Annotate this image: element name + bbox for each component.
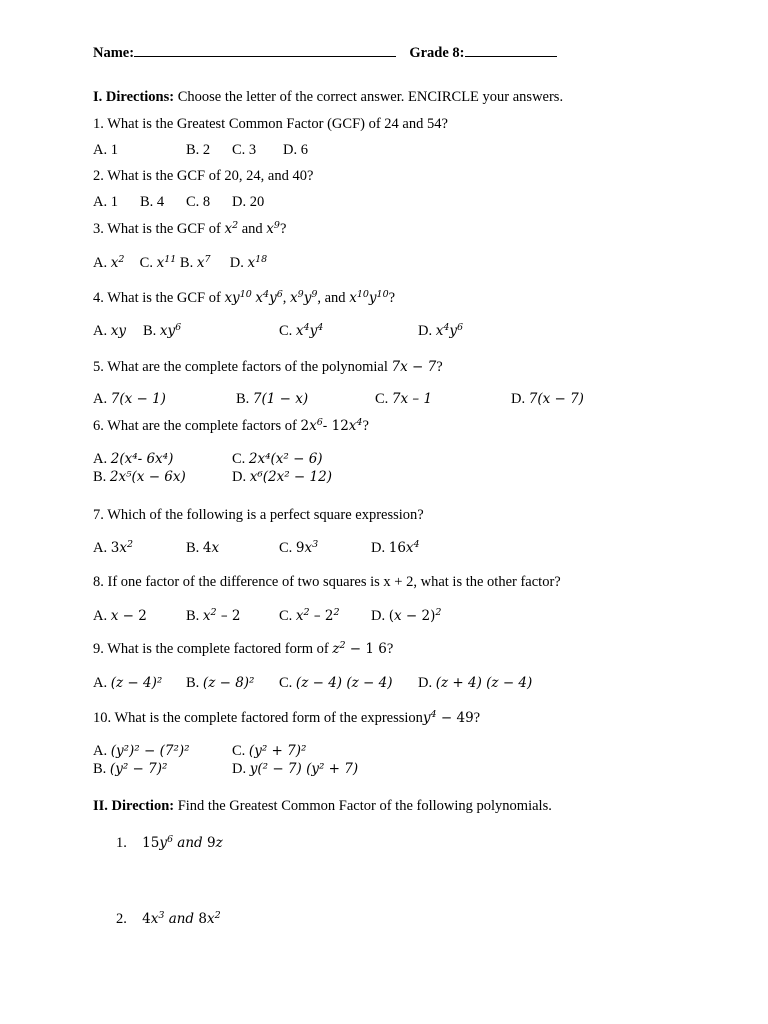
q5-stem-end: ? xyxy=(436,359,443,375)
q9-choice-d[interactable]: D. (z + 4) (z − 4) xyxy=(418,675,533,691)
q5-stem xyxy=(93,359,443,376)
part2-text: Find the Greatest Common Factor of the following polynomials. xyxy=(177,798,552,814)
q8-stem: 8. If one factor of the difference of two squares is x + 2, what is the other factor? xyxy=(93,574,561,590)
q3-stem-end: ? xyxy=(279,221,287,237)
q9-choice-c[interactable]: C. (z − 4) (z − 4) xyxy=(279,675,393,691)
q3-stem-text: 3. What is the GCF of xyxy=(93,221,221,237)
q2-stem: 2. What is the GCF of 20, 24, and 40? xyxy=(93,168,314,184)
q4-stem-and: , and xyxy=(317,290,346,306)
q6-stem-end: ? xyxy=(362,418,369,434)
q3-stem-and: and xyxy=(241,221,263,237)
q9-stem-text: 9. What is the complete factored form of xyxy=(93,641,329,657)
q1-stem: 1. What is the Greatest Common Factor (GCF) of 24 and 54? xyxy=(93,116,448,132)
q4-choice-d[interactable]: D. $x^4y^6$ xyxy=(418,322,464,339)
q4-term2: $x^4y^6$ xyxy=(255,289,283,306)
q1-choice-b[interactable]: B. 2 xyxy=(186,142,211,158)
q6-choice-b[interactable]: B. 2x⁵(x − 6x) xyxy=(93,469,186,485)
q9-choice-a[interactable]: A. (z − 4)² xyxy=(93,675,163,691)
q9-stem-end: ? xyxy=(386,641,394,657)
part1-heading: I. Directions: xyxy=(93,89,175,105)
q4-choice-c[interactable]: C. $x^4y^4$ xyxy=(279,322,324,339)
q10-stem-end: ? xyxy=(473,710,481,726)
q6-choice-c[interactable]: C. 2x⁴(x² − 6) xyxy=(232,451,323,467)
q10-choice-a[interactable]: A. (y²)² − (7²)² xyxy=(93,743,190,759)
q4-choice-a[interactable]: A. xy xyxy=(93,323,126,339)
q7-choice-d[interactable]: D. $16x^4$ xyxy=(371,539,420,556)
q1-choice-c[interactable]: C. 3 xyxy=(232,142,257,158)
q4-stem-text: 4. What is the GCF of xyxy=(93,290,221,306)
q7-choice-b[interactable]: B. 4x xyxy=(186,540,220,556)
q5-choice-d[interactable]: D. 7(x − 7) xyxy=(511,391,584,407)
part2-directions xyxy=(93,798,552,815)
q9-stem xyxy=(93,641,393,658)
q6-stem-text: 6. What are the complete factors of xyxy=(93,418,297,434)
q2-choice-d[interactable]: D. 20 xyxy=(232,194,265,210)
header-row xyxy=(93,44,557,62)
q3-term1: $x^2$ xyxy=(224,220,239,237)
q6-choice-a[interactable]: A. 2(x⁴- 6x⁴) xyxy=(93,451,174,467)
part2-item-1-number: 1. xyxy=(116,835,127,851)
q10-choice-c[interactable]: C. (y² + 7)² xyxy=(232,743,307,759)
q4-stem: 4. What is the GCF of $xy^{10}$ $x^4y^6$, $x^9y^9$, and $x^{10}y^{10}$? xyxy=(93,289,396,306)
q3-choice-a[interactable]: A. $x^2$ xyxy=(93,254,125,271)
grade-blank[interactable] xyxy=(465,44,557,57)
q8-choice-a[interactable]: A. x − 2 xyxy=(93,608,147,624)
part2-item-1-expr: $15y^6$ and 9z xyxy=(142,834,223,851)
q4-term4: $x^{10}y^{10}$ xyxy=(349,289,389,306)
part1-directions xyxy=(93,89,563,106)
q4-term1: $xy^{10}$ xyxy=(224,289,252,306)
q8-choice-b[interactable]: B. $x^2 - 2$ xyxy=(186,607,241,624)
q4-stem-end: ? xyxy=(388,290,396,306)
q10-stem-text: 10. What is the complete factored form of the expression xyxy=(93,710,423,726)
q6-choice-d[interactable]: D. x⁶(2x² − 12) xyxy=(232,469,332,485)
name-label: Name: xyxy=(93,45,135,61)
q8-choice-d[interactable]: D. $(x - 2)^2$ xyxy=(371,607,442,624)
q3-choice-d[interactable]: D. $x^{18}$ xyxy=(229,254,268,271)
q1-choice-d[interactable]: D. 6 xyxy=(283,142,308,158)
part2-item-1 xyxy=(116,835,223,852)
q2-choice-b[interactable]: B. 4 xyxy=(140,194,165,210)
q5-stem-text: 5. What are the complete factors of the polynomial xyxy=(93,359,388,375)
part2-item-2 xyxy=(116,911,221,928)
q6-stem-expr: $2x^6-$ $12x^4$ xyxy=(300,417,363,434)
q5-choice-a[interactable]: A. 7(x − 1) xyxy=(93,391,166,407)
q10-stem xyxy=(93,710,480,727)
q4-term3: $x^9y^9$ xyxy=(290,289,318,306)
q3-term2: $x^9$ xyxy=(266,220,280,237)
q3-choice-c[interactable]: C. $x^{11}$ xyxy=(139,254,177,271)
q3-choice-b[interactable]: B. $x^7$ xyxy=(179,254,211,271)
q2-choice-c[interactable]: C. 8 xyxy=(186,194,211,210)
q7-choice-a[interactable]: A. $3x^2$ xyxy=(93,539,133,556)
q10-stem-expr: $y^4 - 49$ xyxy=(422,709,474,726)
name-blank[interactable] xyxy=(134,44,396,57)
q8-choice-c[interactable]: C. $x^2 - 2^2$ xyxy=(279,607,340,624)
grade-label: Grade 8: xyxy=(409,45,465,61)
part2-item-2-number: 2. xyxy=(116,911,127,927)
q5-stem-expr: 7x − 7 xyxy=(391,359,437,375)
q7-choice-c[interactable]: C. $9x^3$ xyxy=(279,539,319,556)
q7-stem: 7. Which of the following is a perfect square expression? xyxy=(93,507,424,523)
part2-item-2-expr: $4x^3$ and $8x^2$ xyxy=(142,910,221,927)
part1-text: Choose the letter of the correct answer. ENCIRCLE your answers. xyxy=(177,89,564,105)
q5-choice-b[interactable]: B. 7(1 − x) xyxy=(236,391,309,407)
q3-choices xyxy=(93,255,267,272)
q10-choice-b[interactable]: B. (y² − 7)² xyxy=(93,761,168,777)
q6-stem xyxy=(93,418,369,435)
q9-stem-expr: $z^2 - 1$ 6 xyxy=(332,640,387,657)
q3-stem xyxy=(93,221,286,238)
part2-heading: II. Direction: xyxy=(93,798,175,814)
q2-choice-a[interactable]: A. 1 xyxy=(93,194,118,210)
q1-choice-a[interactable]: A. 1 xyxy=(93,142,118,158)
q4-choice-b[interactable]: B. $xy^6$ xyxy=(143,322,182,339)
q9-choice-b[interactable]: B. (z − 8)² xyxy=(186,675,255,691)
q10-choice-d[interactable]: D. y(² − 7) (y² + 7) xyxy=(232,761,359,777)
q5-choice-c[interactable]: C. 7x – 1 xyxy=(375,391,433,407)
